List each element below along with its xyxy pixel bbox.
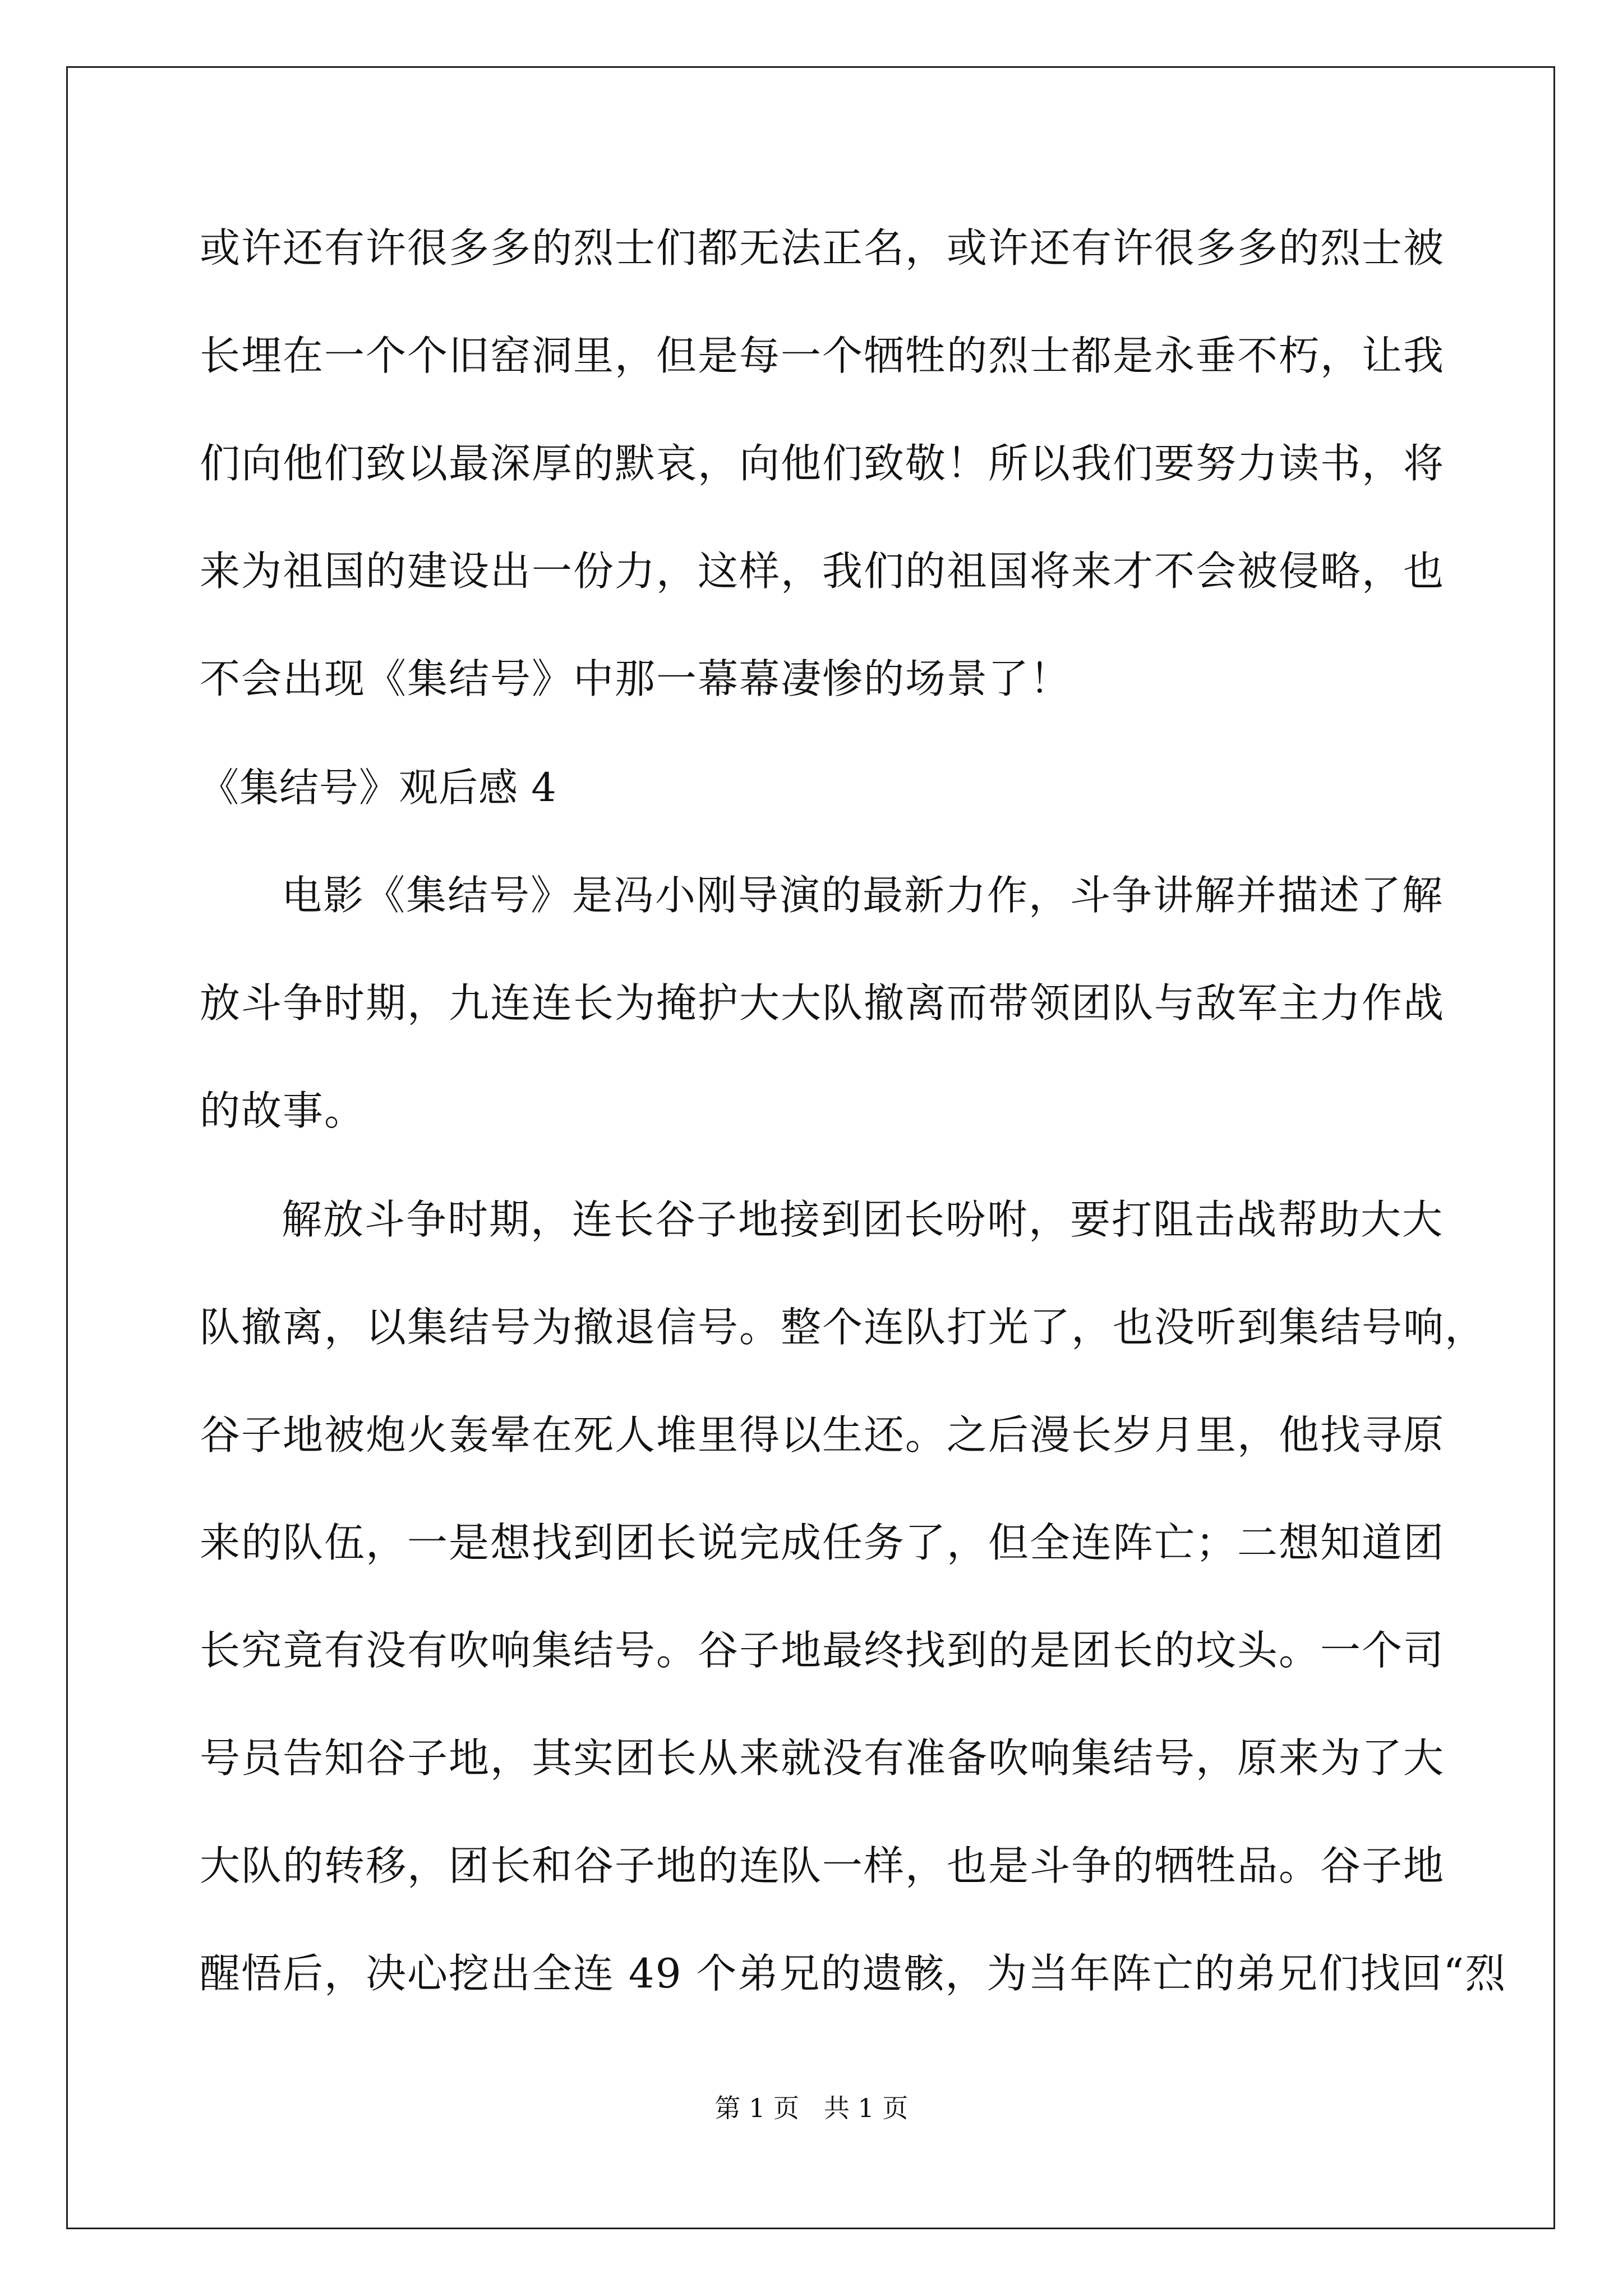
- text-line: 长究竟有没有吹响集结号。谷子地最终找到的是团长的坟头。一个司: [200, 1627, 1445, 1674]
- text-line: 长埋在一个个旧窑洞里，但是每一个牺牲的烈士都是永垂不朽，让我: [200, 332, 1445, 379]
- text-line: 大队的转移，团长和谷子地的连队一样，也是斗争的牺牲品。谷子地: [200, 1842, 1445, 1889]
- text-line: 号员告知谷子地，其实团长从来就没有准备吹响集结号，原来为了大: [200, 1734, 1445, 1782]
- text-line: 不会出现《集结号》中那一幕幕凄惨的场景了！: [200, 655, 1072, 702]
- text-line: 谷子地被炮火轰晕在死人堆里得以生还。之后漫长岁月里，他找寻原: [200, 1411, 1445, 1458]
- page-footer: 第 1 页 共 1 页: [714, 2093, 909, 2123]
- text-line: 或许还有许很多多的烈士们都无法正名，或许还有许很多多的烈士被: [200, 224, 1445, 272]
- section-heading: 《集结号》观后感 4: [200, 765, 557, 811]
- text-line: 的故事。: [200, 1087, 366, 1134]
- text-line: 来为祖国的建设出一份力，这样，我们的祖国将来才不会被侵略，也: [200, 547, 1445, 595]
- text-line: 解放斗争时期，连长谷子地接到团长吩咐，要打阻击战帮助大大: [282, 1196, 1444, 1243]
- text-line: 醒悟后，决心挖出全连 49 个弟兄的遗骸，为当年阵亡的弟兄们找回“烈: [200, 1950, 1507, 1997]
- text-line: 们向他们致以最深厚的默哀，向他们致敬！所以我们要努力读书，将: [200, 440, 1445, 487]
- page-border: [66, 66, 1555, 2229]
- text-line: 电影《集结号》是冯小刚导演的最新力作，斗争讲解并描述了解: [282, 872, 1444, 919]
- text-line: 来的队伍，一是想找到团长说完成任务了，但全连阵亡；二想知道团: [200, 1519, 1445, 1566]
- text-line: 队撤离，以集结号为撤退信号。整个连队打光了，也没听到集结号响，: [200, 1304, 1487, 1351]
- text-line: 放斗争时期，九连连长为掩护大大队撤离而带领团队与敌军主力作战: [200, 979, 1445, 1027]
